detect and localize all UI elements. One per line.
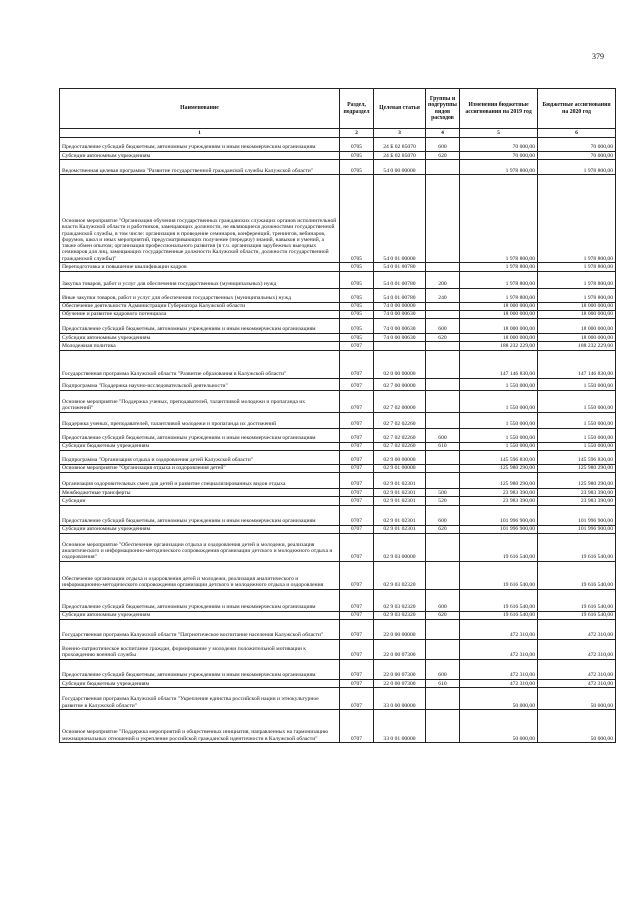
- row-2020: 101 996 900,00: [538, 505, 616, 525]
- row-name: Иные закупки товаров, работ и услуг для обеспечения государственных (муниципальных) нужд: [60, 288, 340, 302]
- row-2019: 18 000 000,00: [460, 310, 538, 318]
- row-2020: 472 310,00: [538, 660, 616, 680]
- row-2020: 18 000 000,00: [538, 310, 616, 318]
- row-target: 54 0 01 00780: [374, 263, 426, 271]
- row-group: [426, 350, 460, 378]
- row-2020: 50 000,00: [538, 688, 616, 710]
- row-group: [426, 640, 460, 660]
- row-group: 600: [426, 660, 460, 680]
- row-section: 0707: [340, 378, 374, 390]
- row-2019: 19 616 540,00: [460, 611, 538, 619]
- table-row: [60, 710, 616, 743]
- row-2019: 19 616 540,00: [460, 561, 538, 589]
- row-2019: 1 550 000,00: [460, 412, 538, 428]
- row-group: 610: [426, 680, 460, 688]
- table-row: [60, 412, 616, 428]
- row-name: Субсидии бюджетным учреждениям: [60, 442, 340, 450]
- table-row: [60, 342, 616, 350]
- table-row: [60, 620, 616, 640]
- row-section: 0707: [340, 428, 374, 442]
- row-2020: 19 616 540,00: [538, 561, 616, 589]
- row-name: Подпрограмма "Поддержка научно-исследовательской деятельности": [60, 378, 340, 390]
- row-group: [426, 464, 460, 472]
- row-target: 33 0 01 00000: [374, 710, 426, 743]
- row-group: [426, 561, 460, 589]
- row-2020: 70 000,00: [538, 152, 616, 160]
- row-group: 240: [426, 288, 460, 302]
- row-section: 0705: [340, 138, 374, 152]
- row-name: Обеспечение организации отдыха и оздоровления детей и молодежи, реализация аналитического и информационно-методического сопровождения организации детского и молодежного отдыха и оздоровления: [60, 561, 340, 589]
- row-target: [374, 342, 426, 350]
- row-section: 0705: [340, 288, 374, 302]
- row-group: 610: [426, 442, 460, 450]
- row-target: 22 0 00 07300: [374, 640, 426, 660]
- row-group: 600: [426, 505, 460, 525]
- row-name: Основное мероприятие "Обеспечение организации отдыха и оздоровления детей и молодежи, реализация аналитического и информационно-методического сопровождения организации детского и молодежного отдыха и оздоровления": [60, 533, 340, 561]
- table-row: [60, 152, 616, 160]
- row-section: 0707: [340, 561, 374, 589]
- row-2020: 1 550 000,00: [538, 442, 616, 450]
- row-name: Государственная программа Калужской области "Укрепление единства российской нации и этнокультурное развитие в Калужской области": [60, 688, 340, 710]
- row-2019: 1 978 800,00: [460, 271, 538, 288]
- row-section: 0707: [340, 442, 374, 450]
- table-row: [60, 680, 616, 688]
- row-section: 0707: [340, 505, 374, 525]
- row-name: Основное мероприятие "Организация отдыха и оздоровления детей": [60, 464, 340, 472]
- row-group: 620: [426, 611, 460, 619]
- row-target: 02 7 02 02260: [374, 412, 426, 428]
- row-2019: 1 550 000,00: [460, 390, 538, 412]
- row-2019: 101 996 900,00: [460, 505, 538, 525]
- row-2020: 18 000 000,00: [538, 334, 616, 342]
- row-group: 620: [426, 334, 460, 342]
- row-group: 500: [426, 489, 460, 497]
- row-group: [426, 688, 460, 710]
- row-name: Обеспечение деятельности Администрации Губернатора Калужской области: [60, 302, 340, 310]
- row-2020: 145 596 830,00: [538, 450, 616, 464]
- table-header-row: [60, 89, 616, 129]
- table-row: [60, 175, 616, 263]
- row-name: Предоставление субсидий бюджетным, автономным учреждениям и иным некоммерческим организациям: [60, 138, 340, 152]
- budget-table: [59, 88, 616, 743]
- row-name: Основное мероприятие "Организация обучения государственных гражданских служащих органов исполнительной власти Калужской области и работников, замещающих должности, не являющиеся должностями государственной гражданской службы, в том числе: организация и проведение семинаров, конференций, тренингов, вебинаров, форумов, школ и иных мероприятий, предусматривающих получение (передачу) знаний, навыков и умений, а также обмен опытом; организация профессионального развития (в т.ч. организация зарубежных выездных семинаров для лиц, замещающих государственные должности Калужской области, должности государственной гражданской службы)": [60, 175, 340, 263]
- row-2020: 1 550 000,00: [538, 390, 616, 412]
- row-2019: 1 550 000,00: [460, 378, 538, 390]
- header-2019: Изменения бюджетные ассигнования на 2019 год: [460, 89, 538, 129]
- row-2020: 18 000 000,00: [538, 302, 616, 310]
- table-row: [60, 473, 616, 489]
- row-2019: 1 550 000,00: [460, 442, 538, 450]
- table-row: [60, 489, 616, 497]
- row-section: 0705: [340, 152, 374, 160]
- row-2020: 1 978 800,00: [538, 175, 616, 263]
- row-target: 02 9 03 02320: [374, 611, 426, 619]
- row-group: [426, 302, 460, 310]
- table-row: [60, 378, 616, 390]
- row-target: 02 9 01 02301: [374, 525, 426, 533]
- row-section: 0707: [340, 350, 374, 378]
- table-row: [60, 533, 616, 561]
- row-2019: 70 000,00: [460, 138, 538, 152]
- row-target: 74 0 00 00630: [374, 310, 426, 318]
- row-target: 54 0 01 00780: [374, 271, 426, 288]
- row-section: 0707: [340, 342, 374, 350]
- row-group: [426, 710, 460, 743]
- row-2020: 19 616 540,00: [538, 533, 616, 561]
- row-group: [426, 160, 460, 175]
- row-2020: 188 232 229,00: [538, 342, 616, 350]
- row-name: Организация оздоровительных смен для детей и развитие специализированных видов отдыха: [60, 473, 340, 489]
- row-section: 0707: [340, 390, 374, 412]
- row-name: Государственная программа Калужской области "Патриотическое воспитание населения Калужской области": [60, 620, 340, 640]
- row-group: 600: [426, 589, 460, 611]
- table-row: [60, 561, 616, 589]
- table-row: [60, 497, 616, 505]
- column-number: 5: [460, 129, 538, 138]
- row-2019: 19 616 540,00: [460, 589, 538, 611]
- header-2020: Бюджетные ассигнования на 2020 год: [538, 89, 616, 129]
- row-2019: 1 978 800,00: [460, 288, 538, 302]
- row-2019: 1 550 000,00: [460, 428, 538, 442]
- row-target: 02 9 01 02301: [374, 473, 426, 489]
- table-row: [60, 160, 616, 175]
- row-section: 0707: [340, 489, 374, 497]
- row-section: 0707: [340, 688, 374, 710]
- row-group: [426, 175, 460, 263]
- row-group: [426, 342, 460, 350]
- row-group: [426, 450, 460, 464]
- row-name: Поддержка ученых, преподавателей, талантливой молодежи и пропаганда их достижений: [60, 412, 340, 428]
- row-section: 0707: [340, 660, 374, 680]
- row-2019: 1 978 800,00: [460, 263, 538, 271]
- row-target: 02 7 02 00000: [374, 390, 426, 412]
- row-2019: 472 310,00: [460, 640, 538, 660]
- table-row: [60, 138, 616, 152]
- row-section: 0707: [340, 412, 374, 428]
- header-target: Целевая статья: [374, 89, 426, 129]
- row-2020: 101 996 900,00: [538, 525, 616, 533]
- row-name: Молодежная политика: [60, 342, 340, 350]
- row-2020: 18 000 000,00: [538, 319, 616, 334]
- table-row: [60, 688, 616, 710]
- row-name: Предоставление субсидий бюджетным, автономным учреждениям и иным некоммерческим организациям: [60, 428, 340, 442]
- row-target: 22 0 00 07300: [374, 660, 426, 680]
- row-2020: 23 983 390,00: [538, 489, 616, 497]
- row-section: 0707: [340, 533, 374, 561]
- table-row: [60, 611, 616, 619]
- row-section: 0705: [340, 175, 374, 263]
- table-body: [60, 138, 616, 743]
- row-section: 0705: [340, 334, 374, 342]
- row-2020: 472 310,00: [538, 620, 616, 640]
- row-name: Субсидии автономным учреждениям: [60, 152, 340, 160]
- row-group: [426, 412, 460, 428]
- row-target: 54 0 01 00000: [374, 175, 426, 263]
- row-group: [426, 620, 460, 640]
- row-2019: 472 310,00: [460, 680, 538, 688]
- table-row: [60, 589, 616, 611]
- column-number: 4: [426, 129, 460, 138]
- row-2019: 125 980 290,00: [460, 473, 538, 489]
- row-section: 0707: [340, 450, 374, 464]
- row-section: 0705: [340, 319, 374, 334]
- page-number: 379: [592, 52, 604, 61]
- table-row: [60, 525, 616, 533]
- row-2020: 1 978 800,00: [538, 160, 616, 175]
- table-row: [60, 428, 616, 442]
- table-row: [60, 390, 616, 412]
- row-target: 33 0 00 00000: [374, 688, 426, 710]
- row-name: Военно-патриотическое воспитание граждан, формирование у молодежи положительной мотивации к прохождению военной службы: [60, 640, 340, 660]
- header-group: Группы и подгруппы видов расходов: [426, 89, 460, 129]
- table-row: [60, 271, 616, 288]
- row-target: 02 9 00 00000: [374, 450, 426, 464]
- row-section: 0707: [340, 525, 374, 533]
- header-section: Раздел, подраздел: [340, 89, 374, 129]
- column-number-row: [60, 129, 616, 138]
- row-section: 0707: [340, 640, 374, 660]
- row-2019: 101 996 900,00: [460, 525, 538, 533]
- row-2020: 1 550 000,00: [538, 428, 616, 442]
- row-target: 24 Б 02 85070: [374, 152, 426, 160]
- row-group: 620: [426, 525, 460, 533]
- row-2020: 23 983 390,00: [538, 497, 616, 505]
- row-target: 02 9 01 02301: [374, 505, 426, 525]
- row-target: 54 0 00 00000: [374, 160, 426, 175]
- row-name: Основное мероприятие "Поддержка мероприятий и общественных инициатив, направленных на гармонизацию межнациональных отношений и укрепление российской гражданской идентичности в Калужской области": [60, 710, 340, 743]
- row-group: [426, 390, 460, 412]
- row-2020: 125 980 290,00: [538, 473, 616, 489]
- row-section: 0707: [340, 464, 374, 472]
- row-2020: 1 978 800,00: [538, 271, 616, 288]
- row-group: 620: [426, 152, 460, 160]
- row-2020: 50 000,00: [538, 710, 616, 743]
- table-row: [60, 350, 616, 378]
- row-2019: 1 978 800,00: [460, 175, 538, 263]
- row-group: 600: [426, 428, 460, 442]
- row-2020: 70 000,00: [538, 138, 616, 152]
- row-target: 02 7 02 02260: [374, 428, 426, 442]
- row-section: 0707: [340, 497, 374, 505]
- table-row: [60, 263, 616, 271]
- row-2020: 1 978 800,00: [538, 288, 616, 302]
- row-section: 0705: [340, 310, 374, 318]
- row-target: 02 9 03 00000: [374, 533, 426, 561]
- row-target: 74 0 00 00630: [374, 334, 426, 342]
- row-2020: 472 310,00: [538, 640, 616, 660]
- row-group: 600: [426, 319, 460, 334]
- row-2020: 19 616 540,00: [538, 589, 616, 611]
- column-number: 2: [340, 129, 374, 138]
- table-row: [60, 302, 616, 310]
- row-name: Основное мероприятие "Поддержка ученых, преподавателей, талантливой молодежи и пропаганда их достижений": [60, 390, 340, 412]
- row-section: 0707: [340, 589, 374, 611]
- row-target: 22 0 00 00000: [374, 620, 426, 640]
- row-2020: 147 146 830,00: [538, 350, 616, 378]
- row-name: Предоставление субсидий бюджетным, автономным учреждениям и иным некоммерческим организациям: [60, 589, 340, 611]
- row-2019: 125 980 290,00: [460, 464, 538, 472]
- row-name: Переподготовка и повышение квалификации кадров: [60, 263, 340, 271]
- row-name: Ведомственная целевая программа "Развитие государственной гражданской службы Калужской области": [60, 160, 340, 175]
- row-name: Субсидии бюджетным учреждениям: [60, 680, 340, 688]
- row-target: 02 9 01 02301: [374, 489, 426, 497]
- table-row: [60, 288, 616, 302]
- row-target: 22 0 00 07300: [374, 680, 426, 688]
- table-row: [60, 319, 616, 334]
- row-2019: 472 310,00: [460, 660, 538, 680]
- row-target: 74 0 00 00630: [374, 319, 426, 334]
- table-row: [60, 334, 616, 342]
- row-target: 24 Б 02 85070: [374, 138, 426, 152]
- row-name: Подпрограмма "Организация отдыха и оздоровления детей Калужской области": [60, 450, 340, 464]
- row-2019: 18 000 000,00: [460, 319, 538, 334]
- row-name: Предоставление субсидий бюджетным, автономным учреждениям и иным некоммерческим организациям: [60, 505, 340, 525]
- row-2019: 18 000 000,00: [460, 302, 538, 310]
- row-2020: 1 978 800,00: [538, 263, 616, 271]
- row-group: 520: [426, 497, 460, 505]
- row-name: Закупка товаров, работ и услуг для обеспечения государственных (муниципальных) нужд: [60, 271, 340, 288]
- row-2019: 70 000,00: [460, 152, 538, 160]
- row-section: 0707: [340, 710, 374, 743]
- row-target: 02 9 01 02301: [374, 497, 426, 505]
- row-name: Межбюджетные трансферты: [60, 489, 340, 497]
- row-target: 02 9 01 00000: [374, 464, 426, 472]
- row-group: [426, 310, 460, 318]
- row-target: 74 0 00 00000: [374, 302, 426, 310]
- row-section: 0707: [340, 620, 374, 640]
- row-2020: 472 310,00: [538, 680, 616, 688]
- column-number: 6: [538, 129, 616, 138]
- table-row: [60, 640, 616, 660]
- row-section: 0705: [340, 160, 374, 175]
- column-number: 3: [374, 129, 426, 138]
- row-name: Субсидии автономным учреждениям: [60, 611, 340, 619]
- row-2019: 1 978 800,00: [460, 160, 538, 175]
- column-number: 1: [60, 129, 340, 138]
- row-name: Предоставление субсидий бюджетным, автономным учреждениям и иным некоммерческим организациям: [60, 319, 340, 334]
- row-target: 02 9 03 02320: [374, 589, 426, 611]
- table-row: [60, 442, 616, 450]
- row-section: 0705: [340, 302, 374, 310]
- row-target: 54 0 01 00780: [374, 288, 426, 302]
- row-2019: 50 000,00: [460, 710, 538, 743]
- row-group: [426, 473, 460, 489]
- row-target: 02 7 00 00000: [374, 378, 426, 390]
- row-name: Субсидии автономным учреждениям: [60, 525, 340, 533]
- row-2019: 472 310,00: [460, 620, 538, 640]
- table-row: [60, 464, 616, 472]
- row-section: 0705: [340, 271, 374, 288]
- row-name: Предоставление субсидий бюджетным, автономным учреждениям и иным некоммерческим организациям: [60, 660, 340, 680]
- row-2020: 1 550 000,00: [538, 412, 616, 428]
- table-row: [60, 505, 616, 525]
- row-2019: 23 983 390,00: [460, 497, 538, 505]
- row-2019: 188 232 229,00: [460, 342, 538, 350]
- row-2019: 147 146 830,00: [460, 350, 538, 378]
- row-section: 0707: [340, 473, 374, 489]
- row-target: 02 7 02 02260: [374, 442, 426, 450]
- row-name: Обучение и развитие кадрового потенциала: [60, 310, 340, 318]
- row-section: 0705: [340, 263, 374, 271]
- row-2020: 1 550 000,00: [538, 378, 616, 390]
- row-group: 200: [426, 271, 460, 288]
- row-2019: 18 000 000,00: [460, 334, 538, 342]
- row-name: Субсидии автономным учреждениям: [60, 334, 340, 342]
- row-2020: 19 616 540,00: [538, 611, 616, 619]
- table-row: [60, 310, 616, 318]
- row-name: Субсидии: [60, 497, 340, 505]
- row-2019: 23 983 390,00: [460, 489, 538, 497]
- row-group: [426, 533, 460, 561]
- row-target: 02 0 00 00000: [374, 350, 426, 378]
- table-row: [60, 660, 616, 680]
- row-2019: 145 596 830,00: [460, 450, 538, 464]
- row-section: 0707: [340, 680, 374, 688]
- table-row: [60, 450, 616, 464]
- row-target: 02 9 03 02320: [374, 561, 426, 589]
- header-name: Наименование: [60, 89, 340, 129]
- row-group: [426, 263, 460, 271]
- row-2020: 125 980 290,00: [538, 464, 616, 472]
- row-2019: 50 000,00: [460, 688, 538, 710]
- row-name: Государственная программа Калужской области "Развитие образования в Калужской области": [60, 350, 340, 378]
- row-group: 600: [426, 138, 460, 152]
- row-section: 0707: [340, 611, 374, 619]
- row-2019: 19 616 540,00: [460, 533, 538, 561]
- row-group: [426, 378, 460, 390]
